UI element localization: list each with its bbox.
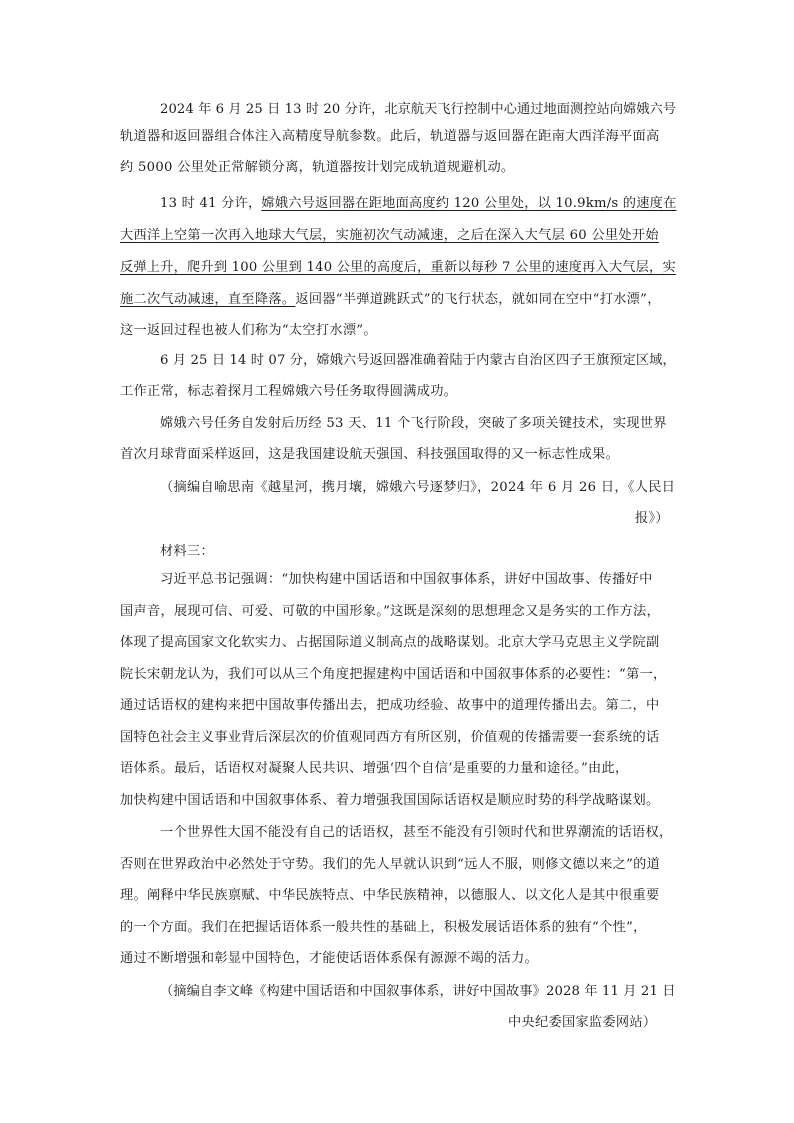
paragraph-line: 这一返回过程也被人们称为“太空打水漂”。	[120, 323, 377, 338]
section-heading: 材料三：	[160, 544, 214, 559]
paragraph-line: 国特色社会主义事业背后深层次的价值观同西方有所区别，价值观的传播需要一套系统的话	[120, 730, 660, 745]
line-text: 返回器“半弹道跳跃式”的飞行状态，就如同在空中“打水漂”，	[295, 292, 661, 307]
paragraph-line: 体现了提高国家文化软实力、占据国际道义制高点的战略谋划。北京大学马克思主义学院副	[120, 635, 660, 650]
paragraph-line: 理。阐释中华民族禀赋、中华民族特点、中华民族精神，以德服人、以文化人是其中很重要	[120, 888, 660, 903]
paragraph-line: 通过话语权的建构来把中国故事传播出去，把成功经验、故事中的道理传播出去。第二，中	[120, 698, 660, 713]
paragraph-line: 的一个方面。我们在把握话语体系一般共性的基础上，积极发展话语体系的独有“个性”，	[120, 920, 647, 935]
underlined-line: 反弹上升，爬升到 100 公里到 140 公里的高度后，重新以每秒 7 公里的速度再入大气层，实	[120, 260, 676, 275]
paragraph-line: 2024 年 6 月 25 日 13 时 20 分许，北京航天飞行控制中心通过地面测控站向嫦娥六号	[160, 102, 677, 117]
paragraph-line: 嫦娥六号任务自发射后历经 53 天、11 个飞行阶段，突破了多项关键技术，实现世界	[160, 416, 667, 431]
paragraph-line: 首次月球背面采样返回，这是我国建设航天强国、科技强国取得的又一标志性成果。	[120, 447, 620, 462]
underlined-text: 嫦娥六号返回器在距地面高度约 120 公里处，以 10.9km/s 的速度在	[261, 196, 677, 211]
paragraph-line: 工作正常，标志着探月工程嫦娥六号任务取得圆满成功。	[120, 384, 458, 399]
paragraph-line: 6 月 25 日 14 时 07 分，嫦娥六号返回器准确着陆于内蒙古自治区四子王旗预定区域，	[160, 353, 676, 368]
paragraph-line	[120, 291, 661, 309]
line-text: 13 时 41 分许，	[160, 196, 262, 211]
paragraph-line: 否则在世界政治中必然处于守势。我们的先人早就认识到“远人不服，则修文德以来之”的道	[120, 857, 661, 872]
paragraph-line: 习近平总书记强调：“加快构建中国话语和中国叙事体系，讲好中国故事、传播好中	[160, 572, 653, 587]
paragraph-line: 国声音，展现可信、可爱、可敬的中国形象。”这既是深刻的思想理念又是务实的工作方法，	[120, 604, 660, 619]
citation-line: 中央纪委国家监委网站）	[508, 1015, 657, 1030]
paragraph-line: 约 5000 公里处正常解锁分离，轨道器按计划完成轨道规避机动。	[120, 160, 515, 175]
paragraph-line: 一个世界性大国不能没有自己的话语权，甚至不能没有引领时代和世界潮流的话语权，	[160, 825, 673, 840]
citation-line: 报》）	[635, 511, 669, 526]
underlined-line: 大西洋上空第一次再入地球大气层，实施初次气动减速，之后在深入大气层 60 公里处开始	[120, 228, 659, 243]
underlined-text: 施二次气动减速，直至降落。	[120, 292, 296, 307]
paragraph-line: 语体系。最后，话语权对凝聚人民共识、增强‘四个自信’是重要的力量和途径。”由此，	[120, 761, 629, 776]
citation-line: （摘编自李文峰《构建中国话语和中国叙事体系，讲好中国故事》2028 年 11 月 21 日	[160, 984, 676, 999]
paragraph-line: 轨道器和返回器组合体注入高精度导航参数。此后，轨道器与返回器在距南大西洋海平面高	[120, 129, 660, 144]
paragraph-line: 院长宋朝龙认为，我们可以从三个角度把握建构中国话语和中国叙事体系的必要性：“第一，	[120, 667, 667, 682]
paragraph-line	[160, 195, 676, 213]
paragraph-line: 通过不断增强和彰显中国特色，才能使话语体系保有源源不竭的活力。	[120, 951, 539, 966]
citation-line: （摘编自喻思南《越星河，携月壤，嫦娥六号逐梦归》，2024 年 6 月 26 日，《人民日	[160, 480, 676, 495]
paragraph-line: 加快构建中国话语和中国叙事体系、着力增强我国国际话语权是顺应时势的科学战略谋划。	[120, 793, 660, 808]
